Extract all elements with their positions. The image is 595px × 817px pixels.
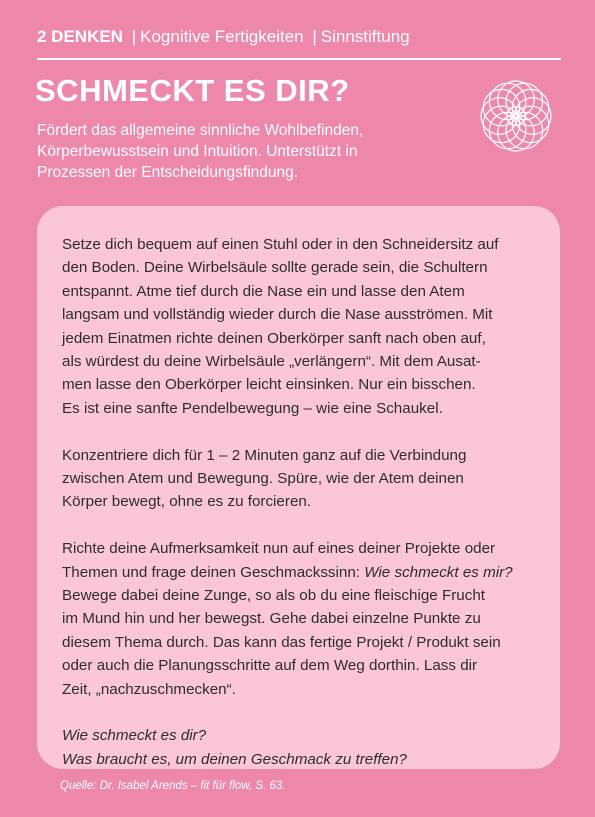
text-line: langsam und vollständig wieder durch die Nase ausströmen. Mit [62, 306, 493, 324]
text-line: Körper bewegt, ohne es zu forcieren. [62, 493, 312, 511]
intro-text [37, 120, 417, 183]
text-line: men lasse den Oberkörper leicht einsinken. Nur ein bisschen. [62, 376, 476, 394]
text-line: Konzentriere dich für 1 – 2 Minuten ganz auf die Verbindung [62, 446, 467, 464]
question-text: Wie schmeckt es dir? [62, 727, 207, 745]
reflection-question [62, 724, 552, 747]
text-line: Richte deine Aufmerksamkeit nun auf eines deiner Projekte oder [62, 540, 496, 558]
page-title: SCHMECKT ES DIR? [35, 73, 350, 108]
question-text: Was braucht es, um deinen Geschmack zu treffen? [62, 750, 407, 768]
text-line [62, 561, 552, 584]
source-citation: Quelle: Dr. Isabel Arends – fit für flow, S. 63. [60, 780, 286, 792]
instruction-text [62, 233, 552, 771]
text-line: im Mund hin und her bewegst. Gehe dabei einzelne Punkte zu [62, 610, 481, 628]
text-line: jedem Einatmen richte deinen Oberkörper sanft nach oben auf, [62, 329, 486, 347]
card-header [37, 26, 565, 48]
text-line: als würdest du deine Wirbelsäule „verlängern“. Mit dem Ausat- [62, 353, 481, 371]
text-line: oder auch die Planungsschritte auf dem Weg dorthin. Lass dir [62, 657, 478, 675]
header-divider [37, 58, 561, 60]
italic-question: Wie schmeckt es mir? [364, 563, 513, 581]
text-line: den Boden. Deine Wirbelsäule sollte gerade sein, die Schultern [62, 259, 488, 277]
text-line: Zeit, „nachzuschmecken“. [62, 680, 236, 698]
mandala-icon [478, 78, 554, 154]
reflection-question [62, 748, 552, 771]
text-line: Bewege dabei deine Zunge, so als ob du eine fleischige Frucht [62, 587, 485, 605]
header-separator: | [131, 27, 137, 46]
text-line: Es ist eine sanfte Pendelbewegung – wie eine Schaukel. [62, 399, 443, 417]
instruction-card [37, 206, 560, 769]
intro-line: Fördert das allgemeine sinnliche Wohlbefinden, [37, 122, 364, 139]
category-number: 2 DENKEN [37, 27, 123, 46]
text-segment: Themen und frage deinen Geschmackssinn: [62, 563, 365, 581]
subcategory-name: Sinnstiftung [320, 27, 410, 46]
text-line: diesem Thema durch. Das kann das fertige Projekt / Produkt sein [62, 633, 501, 651]
text-line: zwischen Atem und Bewegung. Spüre, wie der Atem deinen [62, 470, 464, 488]
text-line: Setze dich bequem auf einen Stuhl oder in den Schneidersitz auf [62, 236, 499, 253]
category-name: Kognitive Fertigkeiten [140, 27, 304, 46]
header-separator: | [312, 27, 317, 46]
text-line: entspannt. Atme tief durch die Nase ein und lasse den Atem [62, 282, 465, 300]
intro-line: Prozessen der Entscheidungsfindung. [37, 164, 299, 181]
intro-line: Körperbewusstsein und Intuition. Unterstützt in [37, 143, 358, 160]
